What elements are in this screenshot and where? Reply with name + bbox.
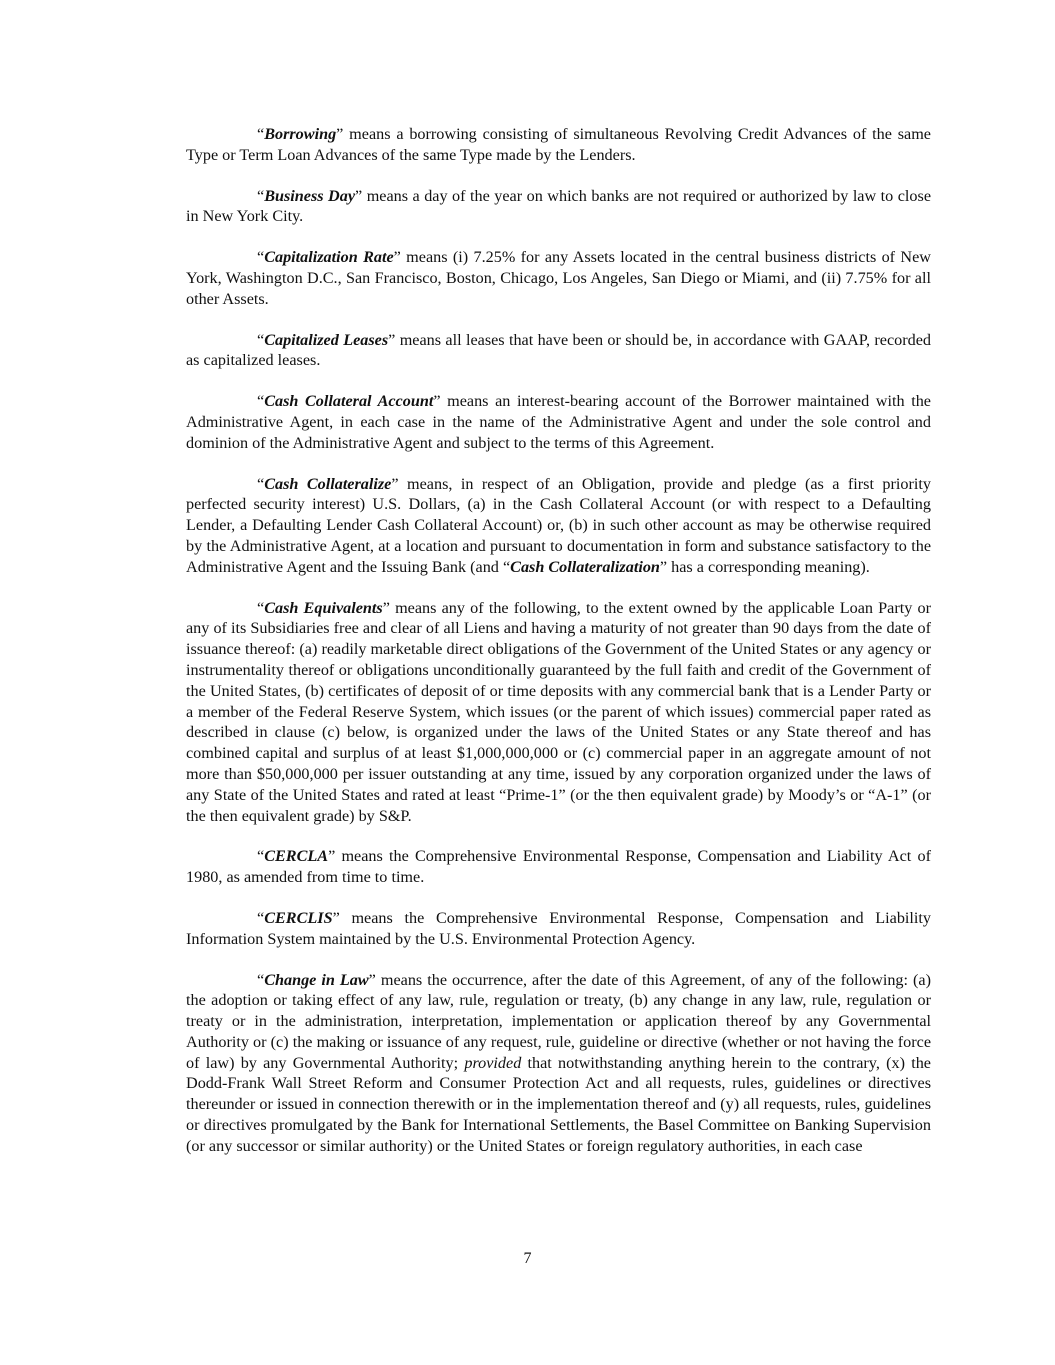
definition-capitalization-rate bbox=[186, 247, 931, 309]
defined-term: CERCLIS bbox=[264, 908, 333, 927]
definition-capitalized-leases bbox=[186, 330, 931, 372]
open-quote: “ bbox=[257, 186, 265, 205]
definition-text: means (i) 7.25% for any Assets located in the central business districts of New York, Washington D.C., San Francisco, Boston, Chicago, Los Angeles, San Diego or Miami, and (ii) 7.75% for all other Assets. bbox=[186, 248, 931, 308]
definition-cash-collateralize bbox=[186, 474, 931, 578]
close-quote: ” bbox=[382, 598, 390, 617]
definition-text: means a day of the year on which banks are not required or authorized by law to close in New York City. bbox=[186, 186, 932, 226]
open-quote: “ bbox=[257, 908, 265, 927]
definition-text: means a borrowing consisting of simultaneous Revolving Credit Advances of the same Type or Term Loan Advances of the same Type made by the Lenders. bbox=[186, 125, 931, 164]
definition-text: means the Comprehensive Environmental Response, Compensation and Liability Act of 1980, as amended from time to time. bbox=[186, 847, 931, 887]
defined-term: Cash Equivalents bbox=[264, 598, 383, 617]
defined-term: CERCLA bbox=[264, 847, 329, 866]
defined-term: Change in Law bbox=[264, 970, 369, 989]
open-quote: “ bbox=[257, 392, 265, 411]
close-quote: ” bbox=[433, 392, 441, 411]
definition-text-continued: ” has a corresponding meaning). bbox=[659, 557, 870, 576]
close-quote: ” bbox=[368, 970, 376, 989]
open-quote: “ bbox=[257, 330, 265, 349]
close-quote: ” bbox=[388, 330, 396, 349]
open-quote: “ bbox=[257, 474, 265, 493]
defined-term: Business Day bbox=[264, 186, 356, 205]
definition-text: means any of the following, to the extent owned by the applicable Loan Party or any of its Subsidiaries free and clear of all Liens and having a maturity of not greater than 90 days from the date of issuance thereof: (a) readily marketable direct obligations of the Government of the United States or any agency or instrumentality thereof or obligations unconditionally guaranteed by the full faith and credit of the Government of the United States, (b) certificates of deposit of or time deposits with any commercial bank that is a Lender Party or a member of the Federal Reserve System, which issues (or the parent of which issues) commercial paper rated as described in clause (c) below, is organized under the laws of the United States or any State thereof and has combined capital and surplus of at least $1,000,000,000 or (c) commercial paper in an aggregate amount of not more than $50,000,000 per issuer outstanding at any time, issued by any corporation organized under the laws of any State of the United States and rated at least “Prime-1” (or the then equivalent grade) by Moody’s or “A-1” (or the then equivalent grade) by S&P. bbox=[186, 598, 931, 825]
defined-term: Capitalization Rate bbox=[264, 248, 394, 267]
page-number: 7 bbox=[523, 1250, 532, 1267]
definition-borrowing bbox=[186, 124, 931, 166]
close-quote: ” bbox=[355, 186, 363, 205]
close-quote: ” bbox=[391, 474, 399, 493]
defined-term-secondary: Cash Collateralization bbox=[510, 557, 660, 576]
definition-text: means the Comprehensive Environmental Response, Compensation and Liability Information System maintained by the U.S. Environmental Protection Agency. bbox=[186, 908, 931, 948]
provided-italic: provided bbox=[464, 1053, 522, 1072]
definition-change-in-law bbox=[186, 970, 931, 1157]
open-quote: “ bbox=[257, 248, 265, 267]
definition-cerclis bbox=[186, 908, 931, 950]
open-quote: “ bbox=[257, 125, 265, 143]
defined-term: Borrowing bbox=[264, 125, 337, 143]
defined-term: Cash Collateral Account bbox=[264, 392, 434, 411]
open-quote: “ bbox=[257, 598, 265, 617]
definition-cash-equivalents bbox=[186, 598, 931, 827]
close-quote: ” bbox=[336, 125, 344, 143]
open-quote: “ bbox=[257, 970, 265, 989]
defined-term: Cash Collateralize bbox=[264, 474, 392, 493]
definition-text-continued: that notwithstanding anything herein to the contrary, (x) the Dodd-Frank Wall Street Reform and Consumer Protection Act and all requests, rules, guidelines or directives thereunder or issued in connection therewith or in the implementation thereof and (y) all requests, rules, guidelines or directives promulgated by the Bank for International Settlements, the Basel Committee on Banking Supervision (or any successor or similar authority) or the United States or foreign regulatory authorities, in each case bbox=[186, 1053, 931, 1155]
definition-cash-collateral-account bbox=[186, 391, 931, 453]
definition-text: means, in respect of an Obligation, provide and pledge (as a first priority perfected security interest) U.S. Dollars, (a) in the Cash Collateral Account (or with respect to a Defaulting Lender, a Defaulting Lender Cash Collateral Account) or, (b) in such other account as may be otherwise required by the Administrative Agent, at a location and pursuant to documentation in form and substance satisfactory to the Administrative Agent and the Issuing Bank (and “ bbox=[186, 474, 931, 576]
definition-text: means an interest-bearing account of the Borrower maintained with the Administrative Agent, in each case in the name of the Administrative Agent and under the sole control and dominion of the Administrative Agent and subject to the terms of this Agreement. bbox=[186, 392, 931, 452]
definition-text: means all leases that have been or should be, in accordance with GAAP, recorded as capitalized leases. bbox=[186, 330, 931, 370]
close-quote: ” bbox=[328, 847, 336, 866]
definitions-section bbox=[186, 124, 931, 1177]
definition-business-day bbox=[186, 186, 931, 228]
open-quote: “ bbox=[257, 847, 265, 866]
defined-term: Capitalized Leases bbox=[264, 330, 389, 349]
definition-cercla bbox=[186, 846, 931, 888]
close-quote: ” bbox=[332, 908, 340, 927]
close-quote: ” bbox=[393, 248, 401, 267]
definition-text: means the occurrence, after the date of this Agreement, of any of the following: (a) the adoption or taking effect of any law, rule, regulation or treaty, (b) any change in any law, rule, regulation or treaty or in the administration, interpretation, implementation or application thereof by any Governmental Authority or (c) the making or issuance of any request, rule, guideline or directive (whether or not having the force of law) by any Governmental Authority; bbox=[186, 970, 931, 1072]
